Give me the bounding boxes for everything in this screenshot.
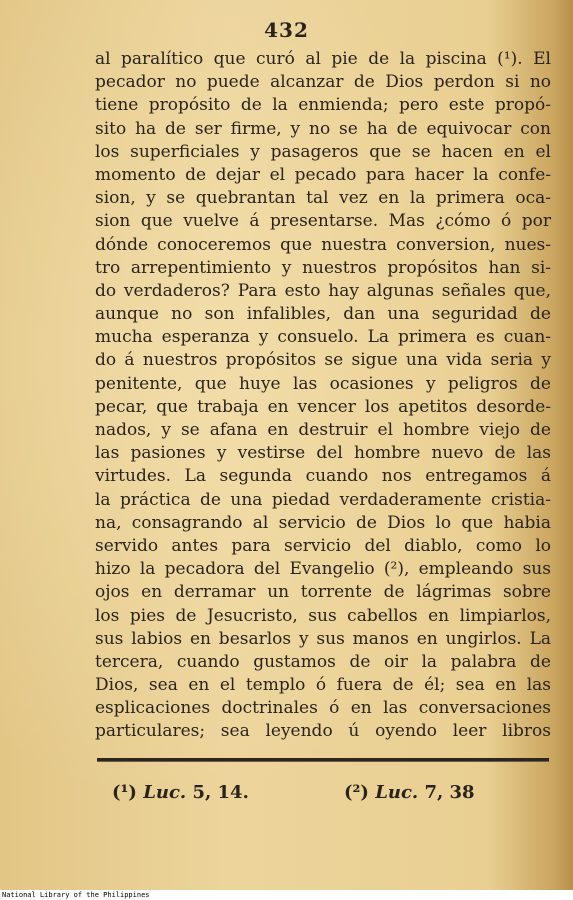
text-segment: pecador no puede alcanzar de Dios perdon si no — [95, 72, 551, 93]
text-segment: sion, y se quebrantan tal vez en la primera oca- — [95, 188, 551, 209]
text-segment: sion que vuelve á presentarse. Mas ¿cómo ó por — [95, 211, 551, 232]
text-segment: la práctica de una piedad verdaderamente cristia- — [95, 489, 551, 510]
text-segment: los pies de Jesucristo, sus cabellos en limpiarlos, — [95, 605, 551, 626]
text-line — [95, 94, 551, 117]
text-segment: tiene propósito de la enmienda; pero este propó- — [95, 95, 551, 116]
text-segment: hizo la pecadora del Evangelio ( — [95, 559, 391, 580]
footnote-1 — [112, 782, 249, 803]
text-line — [95, 257, 551, 280]
text-segment: aunque no son infalibles, dan una seguridad de — [95, 304, 551, 325]
text-segment: al paralítico que curó al pie de la piscina ( — [95, 49, 504, 69]
text-line — [95, 558, 551, 581]
text-line — [95, 234, 551, 257]
text-line — [95, 373, 551, 396]
text-line — [95, 581, 551, 604]
text-line — [95, 512, 551, 535]
text-line — [95, 118, 551, 141]
text-segment: momento de dejar el pecado para hacer la confe- — [95, 164, 551, 185]
text-segment: tro arrepentimiento y nuestros propósitos han si- — [95, 257, 551, 278]
text-segment: los superficiales y pasageros que se hacen en el — [95, 141, 551, 162]
text-line — [95, 141, 551, 164]
text-segment: esplicaciones doctrinales ó en las conversaciones — [95, 698, 551, 719]
text-line — [95, 210, 551, 233]
text-line — [95, 442, 551, 465]
text-segment: mucha esperanza y consuelo. — [95, 327, 368, 348]
footnote-2 — [344, 782, 475, 803]
text-segment: dónde conoceremos que nuestra conversion, nues- — [95, 234, 551, 255]
text-segment: penitente, que huye las ocasiones y peligros de — [95, 373, 551, 394]
footnote-ref: Luc. — [375, 782, 419, 803]
text-segment: ), empleando sus — [397, 559, 551, 580]
text-segment: ¹ — [503, 49, 511, 69]
text-segment: ojos en derramar un torrente de lágrimas sobre — [95, 582, 551, 603]
footnote-num: 5, 14. — [192, 782, 249, 803]
footnote-mark: (¹) — [112, 782, 137, 803]
text-segment: ² — [390, 559, 398, 580]
text-segment: cuan- — [494, 327, 552, 348]
text-segment: ). El — [510, 49, 551, 69]
italic-text: La — [529, 628, 551, 649]
library-credit: National Library of the Philippines — [2, 891, 150, 899]
page-number: 432 — [264, 18, 309, 42]
footnote-rule — [97, 758, 549, 762]
text-line — [95, 280, 551, 303]
body-text — [95, 48, 551, 744]
text-line — [95, 419, 551, 442]
text-segment: na, consagrando al servicio de Dios lo que habia — [95, 512, 551, 533]
text-segment: cuando nos entregamos á — [292, 466, 551, 487]
italic-text: tercera — [95, 651, 158, 672]
text-line — [95, 628, 551, 651]
text-segment: Dios, sea en el templo ó fuera de él; sea en las — [95, 675, 551, 696]
text-line — [95, 396, 551, 419]
text-segment: servido antes para servicio del diablo, como lo — [95, 535, 551, 556]
text-line — [95, 303, 551, 326]
text-line — [95, 326, 551, 349]
text-segment: particulares; sea leyendo ú oyendo leer libros — [95, 721, 551, 742]
text-segment: sus labios en besarlos y sus manos en ungirlos. — [95, 628, 530, 649]
italic-text: La segunda — [184, 466, 293, 487]
footnote-mark: (²) — [344, 782, 369, 803]
text-segment: pecar, que trabaja en vencer los apetitos desorde- — [95, 396, 551, 417]
text-line — [95, 651, 551, 674]
text-line — [95, 164, 551, 187]
text-line — [95, 71, 551, 94]
text-line — [95, 720, 551, 743]
text-line — [95, 187, 551, 210]
footnote-ref: Luc. — [143, 782, 187, 803]
text-segment: nados, y se afana en destruir el hombre viejo de — [95, 420, 551, 440]
text-line — [95, 465, 551, 488]
text-segment: virtudes. — [95, 466, 185, 487]
text-segment: do á nuestros propósitos se sigue una vida seria y — [95, 350, 551, 371]
text-segment: , cuando gustamos de oir la palabra de — [157, 651, 551, 672]
text-segment: sito ha de ser firme, y no se ha de equivocar con — [95, 118, 551, 139]
text-segment: do verdaderos? Para esto hay algunas señales que, — [95, 280, 551, 301]
italic-text: La primera es — [367, 327, 495, 348]
text-segment: las pasiones y vestirse del hombre nuevo de las — [95, 443, 551, 464]
text-line — [95, 489, 551, 512]
text-line — [95, 697, 551, 720]
text-line — [95, 349, 551, 372]
text-line — [95, 605, 551, 628]
text-line — [95, 48, 551, 71]
footnote-num: 7, 38 — [424, 782, 475, 803]
text-line — [95, 674, 551, 697]
text-line — [95, 535, 551, 558]
